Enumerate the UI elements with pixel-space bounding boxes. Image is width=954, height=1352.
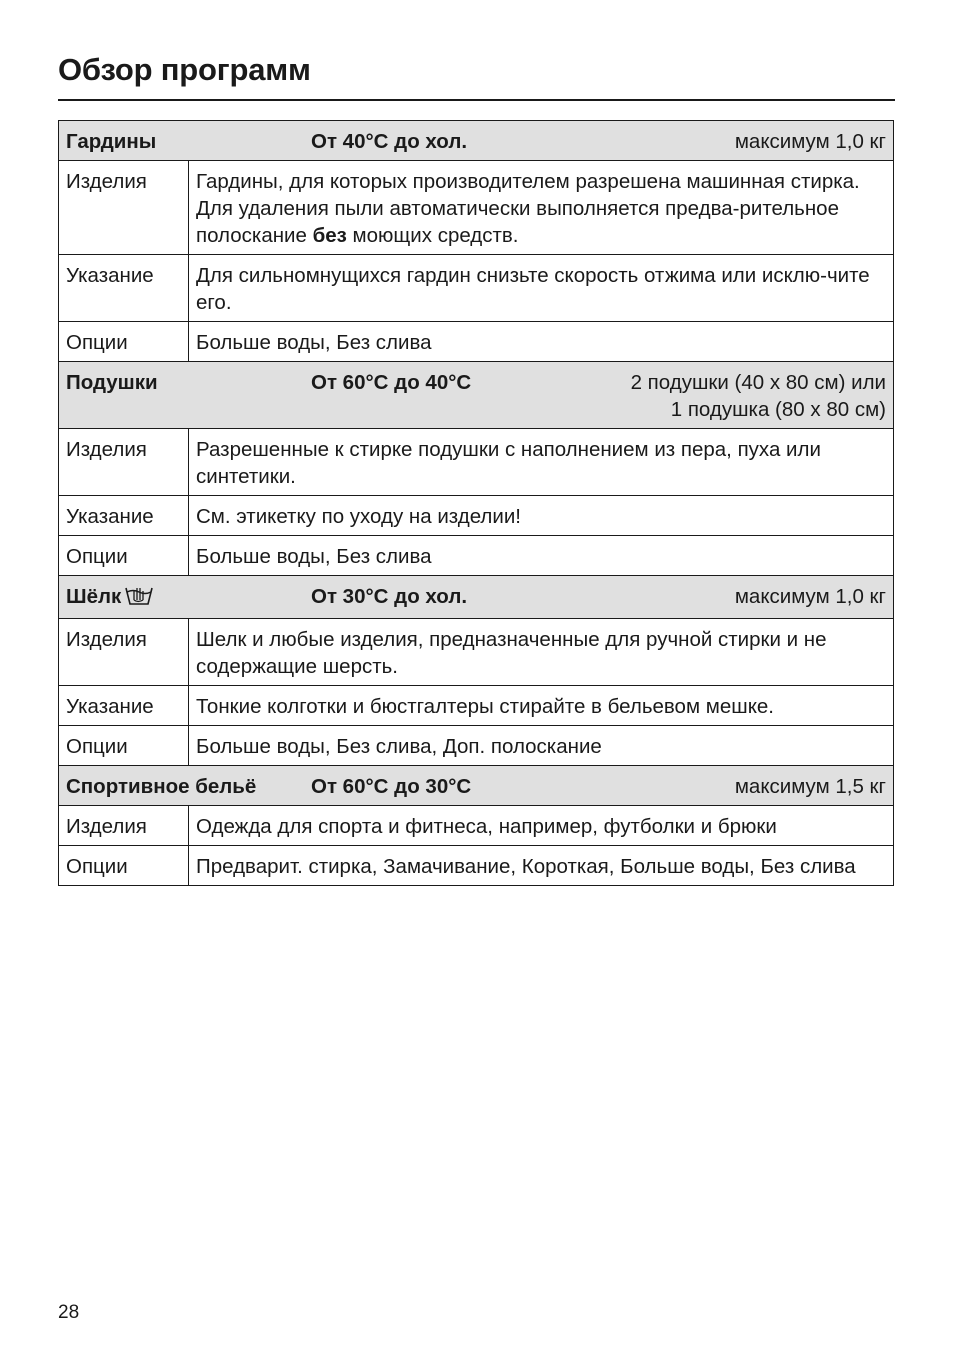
table-row [59,619,894,686]
program-load [735,128,886,155]
program-name: Шёлк [66,585,122,608]
title-divider [58,99,895,101]
row-text: Для сильномнущихся гардин снизьте скорость отжима или исклю-чите его. [189,255,894,322]
program-name: Гардины [66,130,157,153]
table-row [59,255,894,322]
row-text: Больше воды, Без слива, Доп. полоскание [189,726,894,766]
program-load-line: максимум 1,0 кг [734,585,886,608]
row-text-bold: без [312,224,347,247]
row-label: Изделия [59,161,189,255]
table-row [59,846,894,886]
row-text [189,161,894,255]
row-text: Предварит. стирка, Замачивание, Короткая, Больше воды, Без слива [189,846,894,886]
row-label: Опции [59,846,189,886]
table-row [59,161,894,255]
row-text: Одежда для спорта и фитнеса, например, футболки и брюки [189,806,894,846]
row-label: Указание [59,496,189,536]
table-row [59,496,894,536]
program-table [58,120,894,886]
hand-wash-icon [124,584,154,613]
program-load-line: 1 подушка (80 х 80 см) [670,398,886,421]
program-temperature: От 60°C до 30°C [311,775,472,798]
table-row [59,322,894,362]
table-row [59,806,894,846]
program-load-line: максимум 1,5 кг [734,775,886,798]
program-header-silk [59,576,894,619]
row-label: Указание [59,686,189,726]
row-text-part: Гардины, для которых производителем разрешена машинная стирка. Для удаления пыли автоматически выполняется предва-рительное полоскание [196,170,860,247]
row-text-part: моющих средств. [346,224,519,247]
row-label: Опции [59,726,189,766]
page-number: 28 [58,1302,80,1323]
program-load [631,369,886,423]
row-label: Изделия [59,806,189,846]
row-text: Тонкие колготки и бюстгалтеры стирайте в бельевом мешке. [189,686,894,726]
table-row [59,726,894,766]
row-text: См. этикетку по уходу на изделии! [189,496,894,536]
row-label: Указание [59,255,189,322]
program-load [735,583,886,610]
program-load [735,773,886,800]
row-label: Изделия [59,429,189,496]
program-name: Спортивное бельё [66,775,257,798]
program-header-curtains [59,121,894,161]
program-load-line: максимум 1,0 кг [734,130,886,153]
row-text: Шелк и любые изделия, предназначенные для ручной стирки и не содержащие шерсть. [189,619,894,686]
table-row [59,686,894,726]
program-name: Подушки [66,371,158,394]
table-row [59,429,894,496]
row-label: Опции [59,536,189,576]
program-temperature: От 30°C до хол. [311,585,468,608]
program-temperature: От 40°C до хол. [311,130,468,153]
row-text: Больше воды, Без слива [189,322,894,362]
table-row [59,536,894,576]
program-header-sportswear [59,766,894,806]
row-label: Изделия [59,619,189,686]
program-name-wrap [66,583,311,613]
page-title: Обзор программ [58,52,311,87]
row-text: Больше воды, Без слива [189,536,894,576]
program-load-line: 2 подушки (40 х 80 см) или [630,371,886,394]
program-header-pillows [59,362,894,429]
program-temperature: От 60°C до 40°C [311,371,472,394]
row-text: Разрешенные к стирке подушки с наполнением из пера, пуха или синтетики. [189,429,894,496]
row-label: Опции [59,322,189,362]
